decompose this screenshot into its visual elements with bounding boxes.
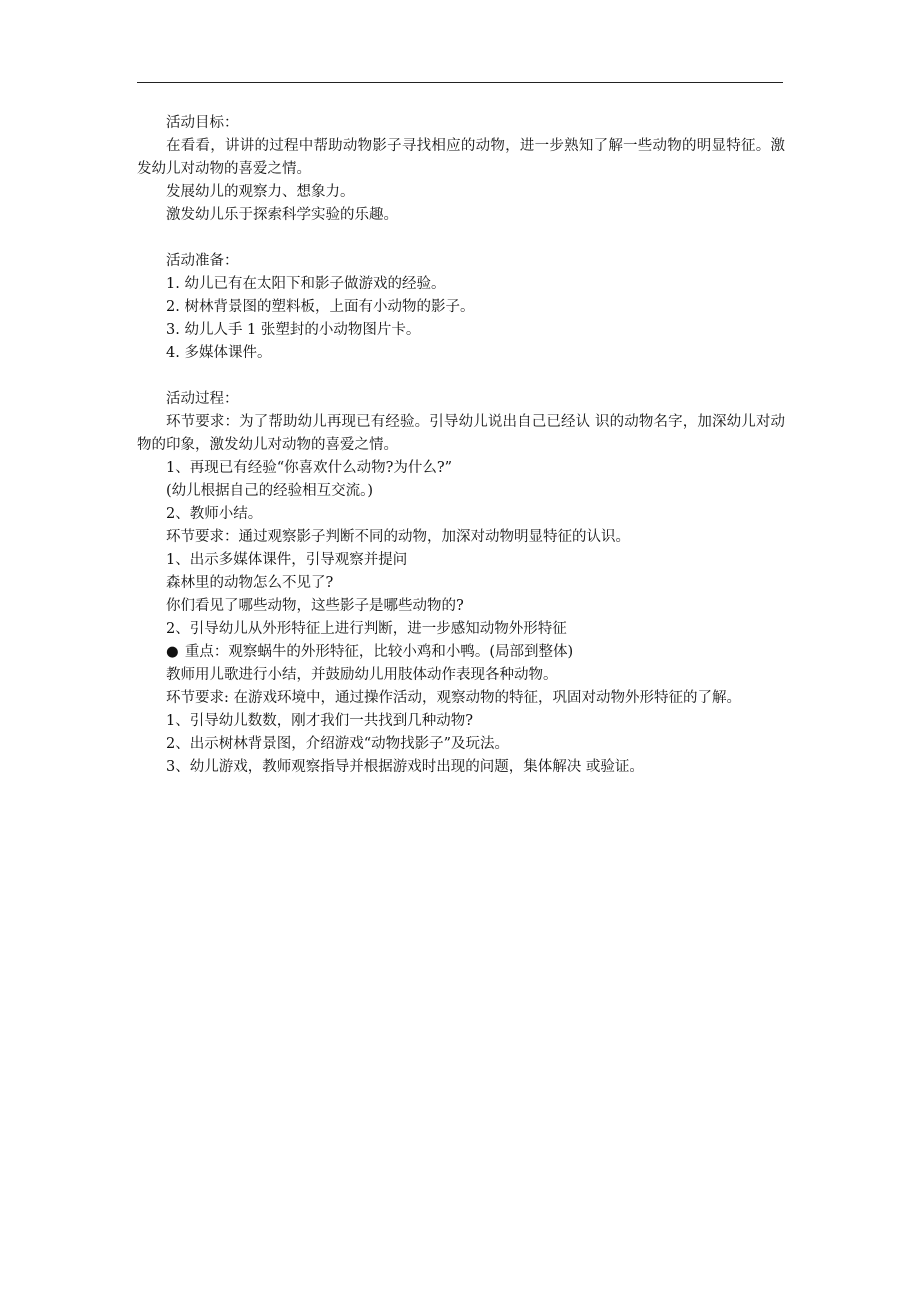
process-line-4: 2、教师小结。 [166, 506, 263, 522]
prep-item-3: 3. 幼儿人手 1 张塑封的小动物图片卡。 [166, 322, 421, 338]
process-line-9: 2、引导幼儿从外形特征上进行判断，进一步感知动物外形特征 [166, 621, 567, 637]
process-after-2: 环节要求: 在游戏环境中，通过操作活动，观察动物的特征，巩固对动物外形特征的了解。 [166, 690, 741, 706]
prep-item-4: 4. 多媒体课件。 [166, 345, 272, 361]
process-after-3: 1、引导幼儿数数，刚才我们一共找到几种动物? [166, 713, 473, 729]
goals-line-2: 发展幼儿的观察力、想象力。 [166, 184, 355, 200]
document-body [137, 112, 785, 779]
process-after-5: 3、幼儿游戏，教师观察指导并根据游戏时出现的问题，集体解决 或验证。 [166, 759, 644, 775]
process-line-3: (幼儿根据自己的经验相互交流。) [166, 483, 374, 499]
process-after-1: 教师用儿歌进行小结，并鼓励幼儿用肢体动作表现各种动物。 [166, 667, 558, 683]
bullet-icon: ● [166, 644, 179, 660]
process-line-2: 1、再现已有经验“你喜欢什么动物?为什么?” [166, 460, 453, 476]
goals-line-3: 激发幼儿乐于探索科学实验的乐趣。 [166, 207, 398, 223]
spacer [137, 227, 785, 250]
bullet-item [137, 641, 785, 664]
prep-item-1: 1. 幼儿已有在太阳下和影子做游戏的经验。 [166, 276, 446, 292]
process-after-4: 2、出示树林背景图，介绍游戏“动物找影子”及玩法。 [166, 736, 510, 752]
goals-line-1: 在看看，讲讲的过程中帮助动物影子寻找相应的动物，进一步熟知了解一些动物的明显特征。激发幼儿对动物的喜爱之情。 [137, 138, 785, 177]
header-rule [137, 82, 783, 83]
bullet-text: 重点：观察蜗牛的外形特征，比较小鸡和小鸭。(局部到整体) [184, 644, 574, 660]
prep-heading: 活动准备： [166, 253, 239, 269]
goals-heading: 活动目标： [166, 115, 239, 131]
prep-item-2: 2. 树林背景图的塑料板，上面有小动物的影子。 [166, 299, 475, 315]
process-line-6: 1、出示多媒体课件，引导观察并提问 [166, 552, 408, 568]
spacer [137, 365, 785, 388]
process-line-7: 森林里的动物怎么不见了? [166, 575, 334, 591]
process-heading: 活动过程： [166, 391, 239, 407]
process-line-8: 你们看见了哪些动物，这些影子是哪些动物的? [166, 598, 464, 614]
process-line-5: 环节要求：通过观察影子判断不同的动物，加深对动物明显特征的认识。 [166, 529, 630, 545]
process-line-1: 环节要求：为了帮助幼儿再现已有经验。引导幼儿说出自己已经认 识的动物名字，加深幼儿对动物的印象，激发幼儿对动物的喜爱之情。 [137, 414, 785, 453]
